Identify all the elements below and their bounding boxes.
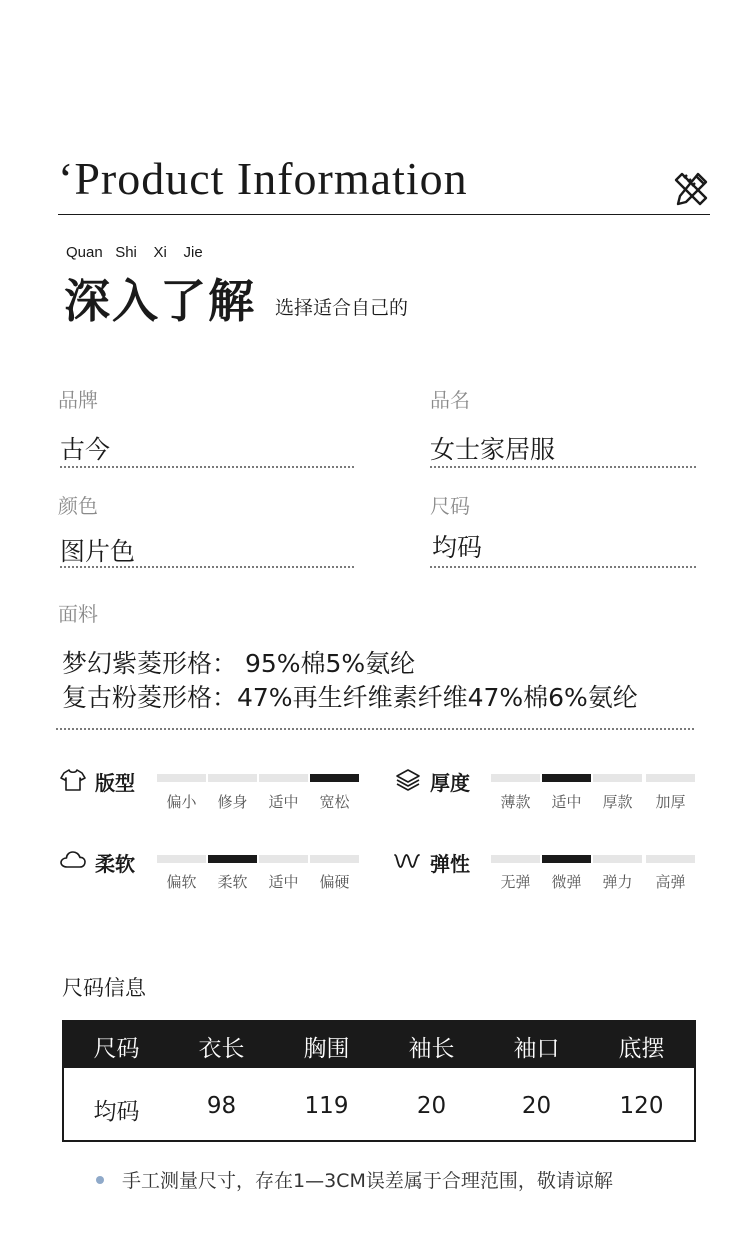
pencil-ruler-icon <box>672 170 710 208</box>
scale-label: 薄款 <box>500 793 531 811</box>
scale-segment <box>157 855 206 863</box>
table-header-row <box>64 1022 694 1068</box>
table-cell: 20 <box>416 1093 447 1119</box>
scale-label: 高弹 <box>655 873 686 891</box>
scale-label: 柔软 <box>217 873 248 891</box>
header-divider <box>58 214 710 215</box>
attribute-name: 厚度 <box>430 771 470 795</box>
scale-label: 弹力 <box>602 873 633 891</box>
scale-segment-selected <box>310 774 359 782</box>
scale-label: 宽松 <box>319 793 350 811</box>
product-name-value: 女士家居服 <box>430 435 556 464</box>
size-value: 均码 <box>432 533 483 562</box>
scale-segment <box>646 774 695 782</box>
cloud-icon <box>60 847 86 873</box>
scale-segment <box>593 855 642 863</box>
scale-segment <box>593 774 642 782</box>
attribute-name: 版型 <box>95 771 135 795</box>
dotted-divider <box>60 466 354 468</box>
scale-segment <box>208 774 257 782</box>
scale-label: 修身 <box>217 793 248 811</box>
page-title: ‘Product Information <box>58 153 468 204</box>
scale-label: 偏硬 <box>319 873 350 891</box>
dotted-divider <box>430 466 696 468</box>
table-cell: 均码 <box>93 1099 140 1125</box>
scale-segment <box>259 774 308 782</box>
table-cell: 120 <box>619 1093 664 1119</box>
scale-label: 微弹 <box>551 873 582 891</box>
scale-label: 偏软 <box>166 873 197 891</box>
fabric-line: 梦幻紫菱形格： 95%棉5%氨纶 <box>62 649 416 678</box>
scale-segment-selected <box>208 855 257 863</box>
pinyin-caption: Quan Shi Xi Jie <box>66 244 203 261</box>
measurement-note: 手工测量尺寸，存在1—3CM误差属于合理范围，敬请谅解 <box>122 1170 613 1192</box>
column-header: 胸围 <box>303 1036 350 1062</box>
size-table <box>62 1020 696 1142</box>
tshirt-icon <box>60 767 86 793</box>
section-heading: 深入了解 <box>64 274 256 328</box>
size-label: 尺码 <box>430 494 470 518</box>
scale-label: 适中 <box>268 793 299 811</box>
scale-segment-selected <box>542 855 591 863</box>
scale-label: 无弹 <box>500 873 531 891</box>
wave-icon <box>394 848 420 874</box>
scale-label: 加厚 <box>655 793 686 811</box>
attribute-name: 弹性 <box>430 852 470 876</box>
attribute-name: 柔软 <box>95 852 135 876</box>
scale-segment <box>646 855 695 863</box>
brand-value: 古今 <box>60 435 111 464</box>
dotted-divider <box>56 728 694 730</box>
table-cell: 98 <box>206 1093 237 1119</box>
dotted-divider <box>430 566 696 568</box>
bullet-icon <box>96 1176 104 1184</box>
dotted-divider <box>60 566 354 568</box>
column-header: 衣长 <box>198 1036 245 1062</box>
scale-label: 适中 <box>268 873 299 891</box>
color-label: 颜色 <box>58 494 98 518</box>
column-header: 尺码 <box>93 1036 140 1062</box>
fabric-label: 面料 <box>58 602 98 626</box>
scale-label: 厚款 <box>602 793 633 811</box>
scale-segment <box>157 774 206 782</box>
table-cell: 20 <box>521 1093 552 1119</box>
fabric-line: 复古粉菱形格：47%再生纤维素纤维47%棉6%氨纶 <box>62 683 638 712</box>
column-header: 底摆 <box>618 1036 665 1062</box>
column-header: 袖口 <box>513 1036 560 1062</box>
scale-segment-selected <box>542 774 591 782</box>
color-value: 图片色 <box>60 537 136 566</box>
section-subheading: 选择适合自己的 <box>275 297 409 319</box>
product-name-label: 品名 <box>430 388 470 412</box>
scale-segment <box>491 774 540 782</box>
scale-segment <box>259 855 308 863</box>
scale-label: 适中 <box>551 793 582 811</box>
scale-label: 偏小 <box>166 793 197 811</box>
scale-segment <box>310 855 359 863</box>
brand-label: 品牌 <box>58 388 98 412</box>
table-cell: 119 <box>304 1093 349 1119</box>
column-header: 袖长 <box>408 1036 455 1062</box>
scale-segment <box>491 855 540 863</box>
size-info-title: 尺码信息 <box>62 976 146 1000</box>
layers-icon <box>395 767 421 793</box>
